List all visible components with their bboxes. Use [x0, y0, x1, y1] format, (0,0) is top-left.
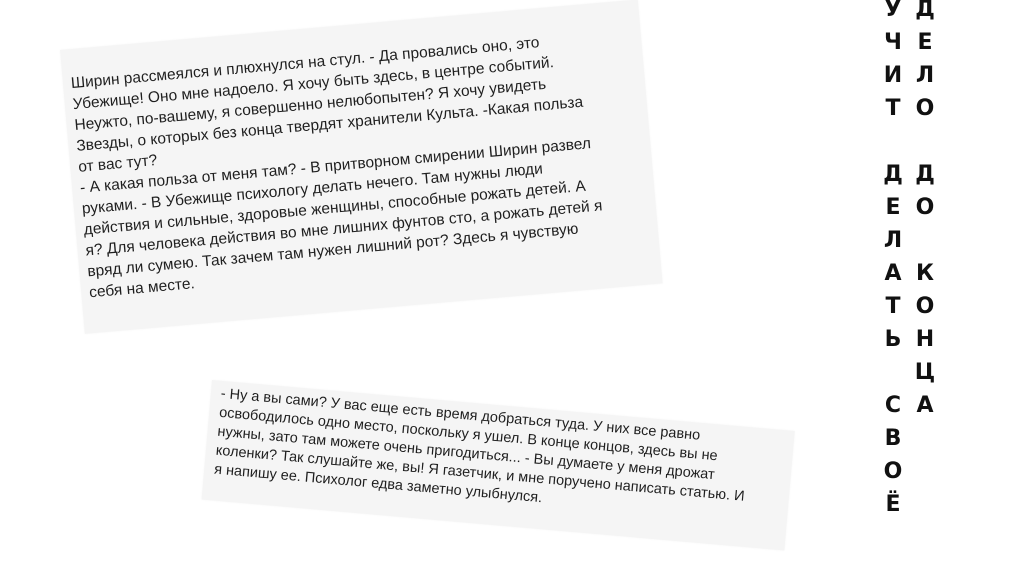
letter: О [915, 294, 935, 319]
letter: Ё [885, 492, 901, 517]
letter: А [884, 261, 902, 286]
letter-gap [914, 125, 936, 158]
letter: О [883, 459, 903, 484]
letter: Д [915, 162, 935, 187]
letter-gap [882, 125, 904, 158]
letter: Д [883, 162, 903, 187]
letter: И [883, 63, 903, 88]
letter: О [915, 195, 935, 220]
passage-top: Ширин рассмеялся и плюхнулся на стул. - Да провались оно, это Убежище! Оно мне надоело. Я хочу быть здесь, в центре событий. Неужто, по-вашему, я совершенно нелюбопытен? Я хочу увидеть Звезды, о которых без конца твердят хранители Культа. -Какая польза от вас тут? - А какая польза от меня там? - В притворном смирении Ширин развел руками. - В Убежище психологу делать нечего. Там нужны люди действия и сильные, здоровые женщины, способные рожать детей. А я? Для человека действия во мне лишних фунтов сто, а рожать детей я вряд ли сумею. Так зачем там нужен лишний рот? Здесь я чувствую себя на месте. [70, 34, 604, 302]
letter: С [884, 393, 902, 418]
letter: Ц [914, 360, 936, 385]
passage-bottom: - Ну а вы сами? У вас еще есть время добраться туда. У них все равно освободилось одно место, поскольку я ушел. В конце концов, здесь вы не нужны, зато там можете очень пригодиться... - Вы думаете у меня дрожат коленки? Так слушайте же, вы! Я газетчик, и мне поручено написать статью. И я напишу ее. Психолог едва заметно улыбнулся. [213, 385, 746, 507]
letter-gap [914, 224, 936, 257]
letter: Т [885, 96, 901, 121]
text-card-bottom [202, 380, 795, 551]
letter: О [915, 96, 935, 121]
letter: К [916, 261, 934, 286]
letter: Д [915, 0, 935, 22]
letter: Т [885, 294, 901, 319]
text-card-top [60, 0, 663, 334]
letter: Л [883, 228, 903, 253]
letter: У [884, 0, 902, 22]
letter: В [884, 426, 902, 451]
letter: Ч [884, 30, 902, 55]
letter: Ь [884, 327, 902, 352]
vertical-slogan-left [882, 0, 904, 521]
letter-gap [882, 356, 904, 389]
letter: Н [915, 327, 935, 352]
letter: Л [915, 63, 935, 88]
letter: А [916, 393, 934, 418]
letter: Е [885, 195, 901, 220]
letter: Е [917, 30, 933, 55]
vertical-slogan-right [914, 0, 936, 422]
